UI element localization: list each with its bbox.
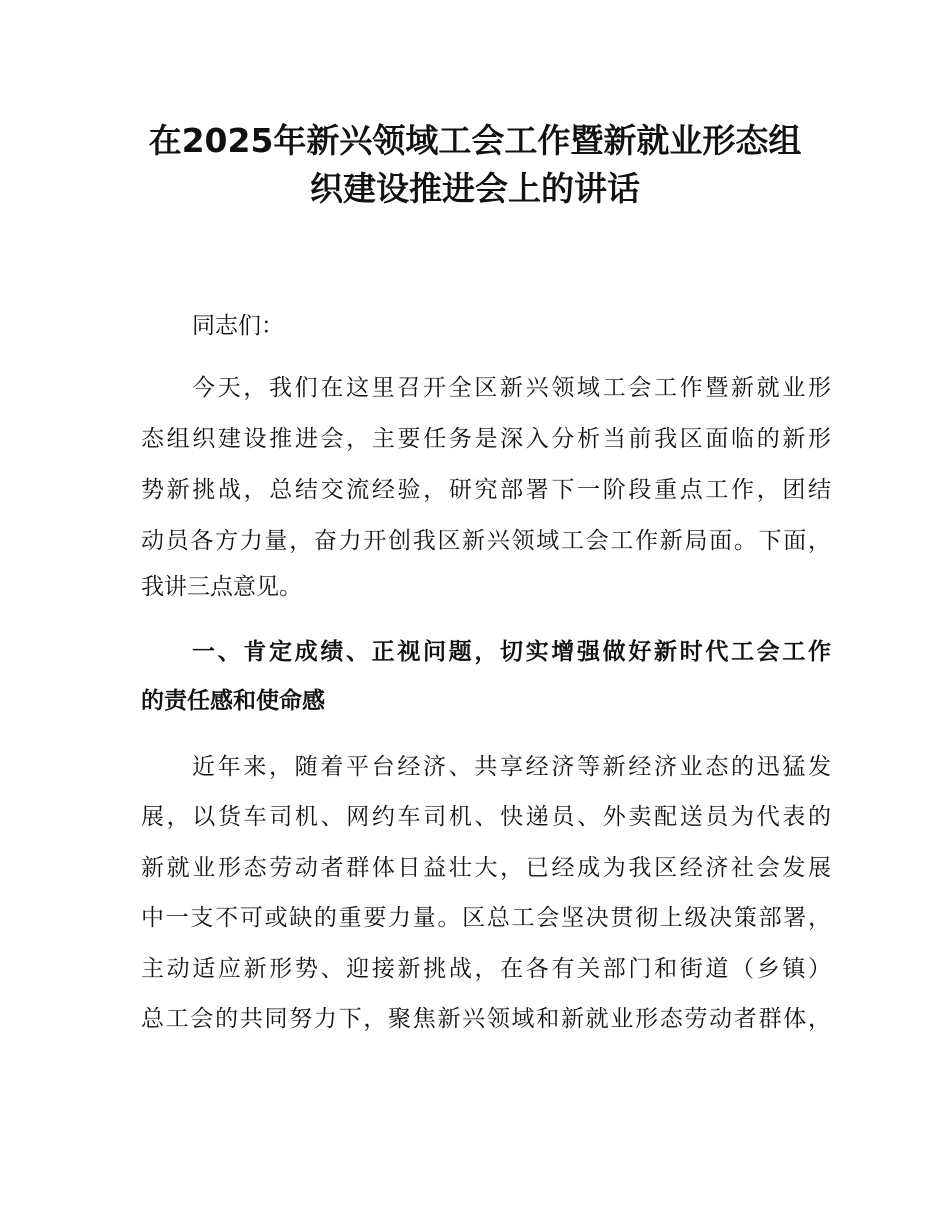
paragraph-line: 我讲三点意见。 [141, 574, 302, 600]
section-heading-line: 一、肯定成绩、正视问题，切实增强做好新时代工会工作 [192, 639, 831, 665]
paragraph-line: 新就业形态劳动者群体日益壮大，已经成为我区经济社会发展 [141, 855, 831, 881]
paragraph-line: 今天，我们在这里召开全区新兴领域工会工作暨新就业形 [192, 375, 831, 401]
paragraph-line: 展，以货车司机、网约车司机、快递员、外卖配送员为代表的 [141, 804, 831, 830]
paragraph-line: 主动适应新形势、迎接新挑战，在各有关部门和街道（乡镇） [141, 956, 831, 982]
paragraph-line: 态组织建设推进会，主要任务是深入分析当前我区面临的新形 [141, 426, 831, 452]
paragraph-line: 近年来，随着平台经济、共享经济等新经济业态的迅猛发 [192, 754, 831, 780]
section-heading-line: 的责任感和使命感 [141, 688, 325, 714]
paragraph-line: 中一支不可或缺的重要力量。区总工会坚决贯彻上级决策部署， [141, 905, 831, 931]
document-title-line-1: 在2025年新兴领域工会工作暨新就业形态组 [148, 121, 802, 160]
salutation: 同志们： [192, 313, 284, 339]
paragraph-line: 总工会的共同努力下，聚焦新兴领域和新就业形态劳动者群体， [141, 1006, 831, 1032]
paragraph-line: 动员各方力量，奋力开创我区新兴领域工会工作新局面。下面， [141, 528, 831, 554]
document-title-line-2: 织建设推进会上的讲话 [310, 169, 640, 208]
paragraph-line: 势新挑战，总结交流经验，研究部署下一阶段重点工作，团结 [141, 477, 831, 503]
